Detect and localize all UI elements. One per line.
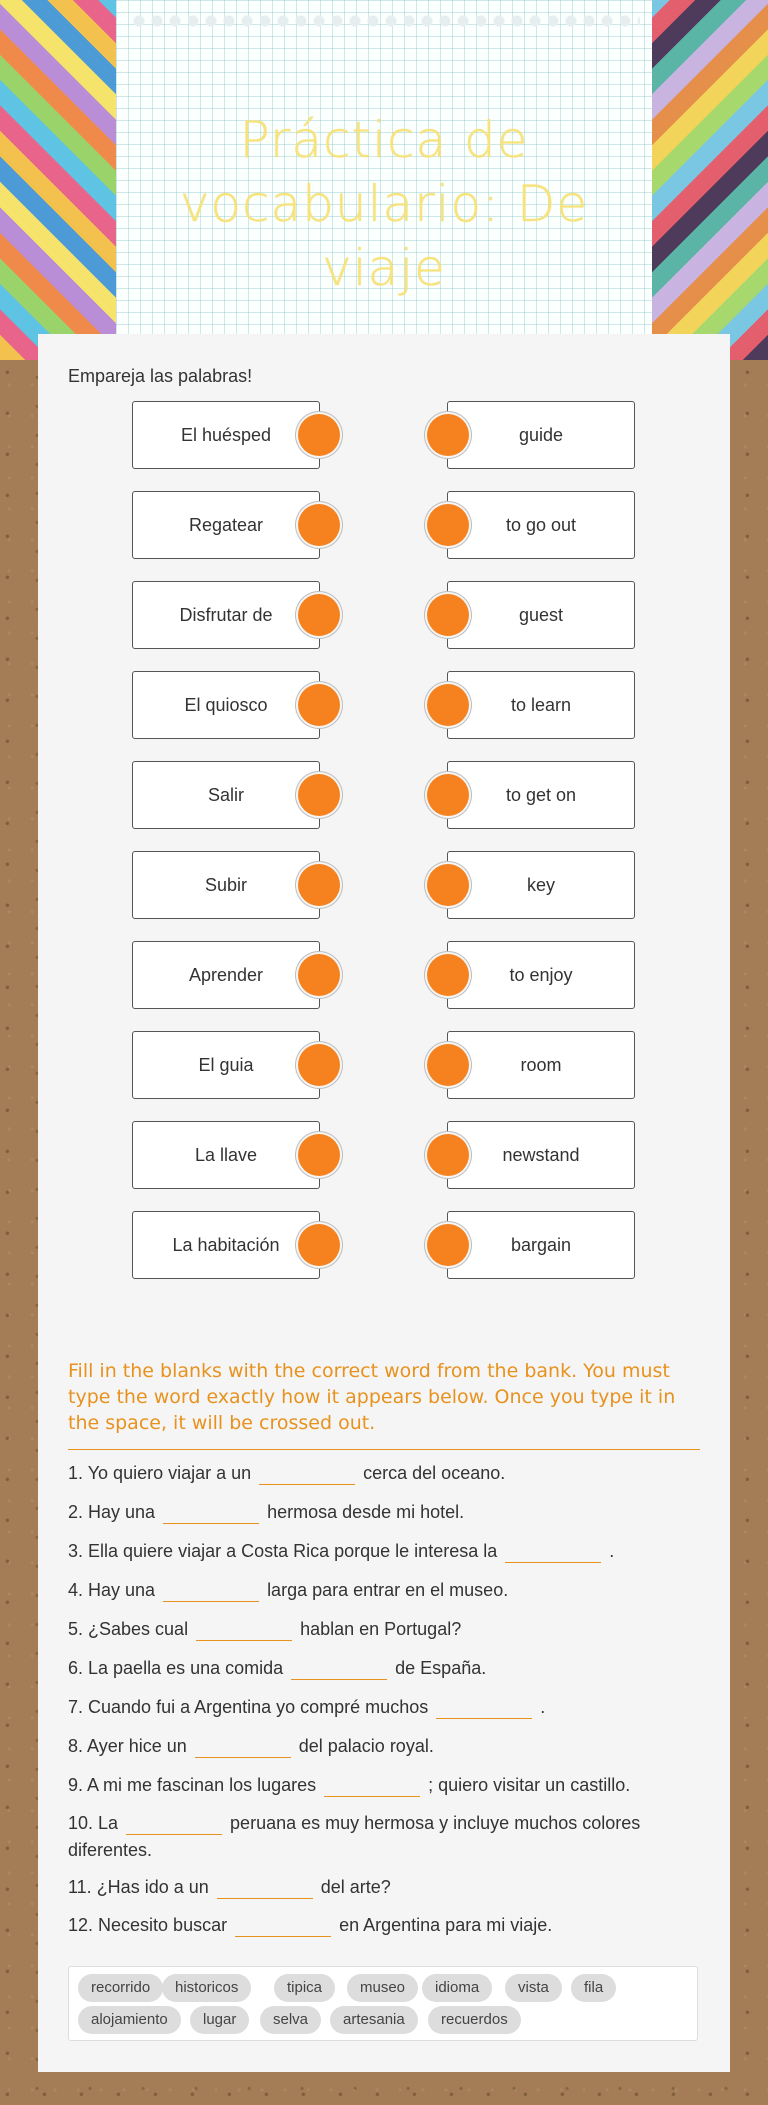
match-left-item: El guia (132, 1031, 320, 1099)
question-text-before: 6. La paella es una comida (68, 1658, 284, 1678)
question-text-before: 1. Yo quiero viajar a un (68, 1463, 252, 1483)
question-text-before: 9. A mi me fascinan los lugares (68, 1775, 317, 1795)
answer-blank[interactable] (126, 1814, 222, 1835)
match-left-item: Subir (132, 851, 320, 919)
question-text-before: 2. Hay una (68, 1502, 156, 1522)
match-right-item: guide (447, 401, 635, 469)
question-text-before: 4. Hay una (68, 1580, 156, 1600)
match-left-item: La llave (132, 1121, 320, 1189)
question-row (68, 1655, 700, 1682)
question-text-after: . (540, 1697, 546, 1717)
answer-blank[interactable] (217, 1878, 313, 1899)
match-right-connector[interactable] (427, 774, 469, 816)
match-right-connector[interactable] (427, 594, 469, 636)
word-bank-chip: idioma (422, 1974, 492, 2002)
match-right-item: to get on (447, 761, 635, 829)
match-left-connector[interactable] (298, 954, 340, 996)
match-left-connector[interactable] (298, 414, 340, 456)
question-row (68, 1577, 700, 1604)
question-text-after: de España. (395, 1658, 487, 1678)
page-title: Práctica de vocabulario: De viaje (179, 111, 589, 297)
match-right-item: to enjoy (447, 941, 635, 1009)
question-text-before: 3. Ella quiere viajar a Costa Rica porque le interesa la (68, 1541, 498, 1561)
word-bank-chip: selva (260, 2006, 321, 2034)
question-text-before: 7. Cuando fui a Argentina yo compré muchos (68, 1697, 429, 1717)
answer-blank[interactable] (163, 1503, 259, 1524)
question-row (68, 1460, 700, 1487)
match-left-connector[interactable] (298, 1044, 340, 1086)
question-row (68, 1772, 700, 1799)
match-left-connector[interactable] (298, 1134, 340, 1176)
question-text-after: del arte? (320, 1877, 391, 1897)
question-text-after: peruana es muy hermosa y incluye muchos colores diferentes. (68, 1813, 641, 1860)
question-row (68, 1810, 700, 1864)
question-row (68, 1912, 700, 1939)
answer-blank[interactable] (259, 1464, 355, 1485)
match-left-item: La habitación (132, 1211, 320, 1279)
word-bank-chip: tipica (274, 1974, 335, 2002)
match-left-connector[interactable] (298, 504, 340, 546)
question-text-after: del palacio royal. (298, 1736, 434, 1756)
question-text-before: 5. ¿Sabes cual (68, 1619, 189, 1639)
question-row (68, 1616, 700, 1643)
word-bank-chip: alojamiento (78, 2006, 181, 2034)
question-row (68, 1733, 700, 1760)
match-left-item: Disfrutar de (132, 581, 320, 649)
answer-blank[interactable] (291, 1659, 387, 1680)
match-left-connector[interactable] (298, 774, 340, 816)
question-text-after: cerca del oceano. (363, 1463, 506, 1483)
match-left-connector[interactable] (298, 864, 340, 906)
question-row (68, 1874, 700, 1901)
question-text-after: larga para entrar en el museo. (267, 1580, 509, 1600)
match-left-connector[interactable] (298, 594, 340, 636)
word-bank-chip: vista (505, 1974, 562, 2002)
match-left-item: Regatear (132, 491, 320, 559)
match-right-item: bargain (447, 1211, 635, 1279)
match-right-item: newstand (447, 1121, 635, 1189)
match-right-connector[interactable] (427, 1224, 469, 1266)
question-text-before: 10. La (68, 1813, 119, 1833)
notebook-holes (130, 14, 640, 28)
question-text-before: 12. Necesito buscar (68, 1915, 228, 1935)
chevron-pattern-left (0, 0, 116, 360)
question-row (68, 1499, 700, 1526)
match-right-connector[interactable] (427, 414, 469, 456)
match-right-item: room (447, 1031, 635, 1099)
match-right-connector[interactable] (427, 1134, 469, 1176)
answer-blank[interactable] (324, 1776, 420, 1797)
answer-blank[interactable] (505, 1542, 601, 1563)
question-row (68, 1538, 700, 1565)
answer-blank[interactable] (195, 1737, 291, 1758)
match-right-connector[interactable] (427, 1044, 469, 1086)
match-right-item: key (447, 851, 635, 919)
word-bank-chip: artesania (330, 2006, 418, 2034)
header-banner (0, 0, 768, 360)
question-text-before: 8. Ayer hice un (68, 1736, 187, 1756)
question-text-after: en Argentina para mi viaje. (339, 1915, 553, 1935)
chevron-pattern-right (652, 0, 768, 360)
matching-instructions: Empareja las palabras! (68, 366, 253, 386)
match-right-item: to go out (447, 491, 635, 559)
word-bank-chip: fila (571, 1974, 616, 2002)
word-bank-chip: museo (347, 1974, 418, 2002)
match-right-item: to learn (447, 671, 635, 739)
question-text-after: hablan en Portugal? (300, 1619, 462, 1639)
match-left-item: El quiosco (132, 671, 320, 739)
question-text-before: 11. ¿Has ido a un (68, 1877, 209, 1897)
question-text-after: ; quiero visitar un castillo. (428, 1775, 631, 1795)
answer-blank[interactable] (436, 1698, 532, 1719)
match-left-connector[interactable] (298, 684, 340, 726)
divider (68, 1449, 700, 1450)
match-right-connector[interactable] (427, 954, 469, 996)
match-left-item: Aprender (132, 941, 320, 1009)
answer-blank[interactable] (235, 1916, 331, 1937)
answer-blank[interactable] (196, 1620, 292, 1641)
question-row (68, 1694, 700, 1721)
word-bank-chip: lugar (190, 2006, 249, 2034)
fill-instructions: Fill in the blanks with the correct word from the bank. You must type the word exactly how it appears below. Once you type it in the space, it will be crossed out. (68, 1360, 676, 1434)
word-bank-chip: historicos (162, 1974, 251, 2002)
match-left-item: El huésped (132, 401, 320, 469)
match-right-item: guest (447, 581, 635, 649)
question-text-after: hermosa desde mi hotel. (267, 1502, 465, 1522)
match-left-item: Salir (132, 761, 320, 829)
match-right-connector[interactable] (427, 684, 469, 726)
match-right-connector[interactable] (427, 504, 469, 546)
question-text-after: . (609, 1541, 615, 1561)
answer-blank[interactable] (163, 1581, 259, 1602)
word-bank (68, 1966, 698, 2041)
word-bank-chip: recuerdos (428, 2006, 521, 2034)
match-right-connector[interactable] (427, 864, 469, 906)
word-bank-chip: recorrido (78, 1974, 163, 2002)
match-left-connector[interactable] (298, 1224, 340, 1266)
